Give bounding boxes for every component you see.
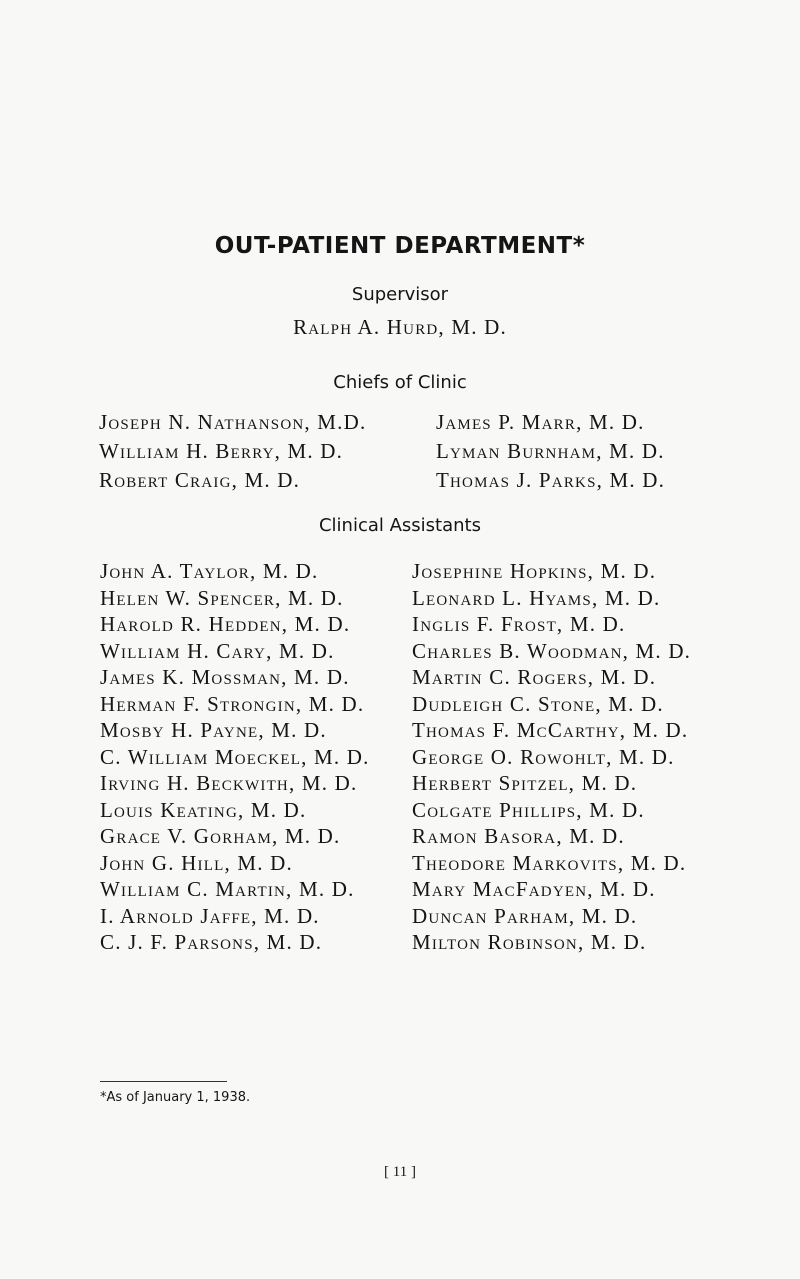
assistant-name: C. William Moeckel, M. D.: [100, 744, 370, 769]
assistants-left-column: [100, 558, 370, 956]
assistant-name: Colgate Phillips, M. D.: [412, 797, 645, 822]
chief-name: Robert Craig, M. D.: [99, 468, 301, 492]
assistant-name: Herman F. Strongin, M. D.: [100, 691, 365, 716]
assistant-name: Thomas F. McCarthy, M. D.: [412, 718, 689, 742]
chief-name: William H. Berry, M. D.: [99, 439, 344, 463]
assistant-name: Dudleigh C. Stone, M. D.: [412, 691, 664, 716]
chiefs-right-column: [436, 408, 665, 495]
assistant-name: Harold R. Hedden, M. D.: [100, 612, 351, 636]
assistant-name: Mosby H. Payne, M. D.: [100, 718, 327, 742]
assistant-name: Ramon Basora, M. D.: [412, 824, 625, 848]
assistant-name: Theodore Markovits, M. D.: [412, 850, 687, 875]
assistant-name: Herbert Spitzel, M. D.: [412, 771, 638, 795]
assistant-name: Martin C. Rogers, M. D.: [412, 665, 657, 689]
chief-name: Joseph N. Nathanson, M.D.: [99, 410, 367, 434]
assistant-name: Leonard L. Hyams, M. D.: [412, 585, 661, 610]
assistant-name: John A. Taylor, M. D.: [100, 559, 319, 583]
supervisor-name: Ralph A. Hurd, M. D.: [293, 315, 507, 339]
assistant-name: Milton Robinson, M. D.: [412, 930, 647, 954]
page-number: [ 11 ]: [384, 1164, 416, 1180]
assistant-name: George O. Rowohlt, M. D.: [412, 744, 675, 769]
assistant-name: Louis Keating, M. D.: [100, 797, 307, 822]
clinical-assistants-heading: Clinical Assistants: [318, 515, 481, 536]
page-title: OUT-PATIENT DEPARTMENT*: [214, 233, 586, 259]
chief-name: Lyman Burnham, M. D.: [436, 439, 665, 463]
assistant-name: Helen W. Spencer, M. D.: [100, 585, 344, 610]
assistant-name: Charles B. Woodman, M. D.: [412, 638, 692, 663]
assistant-name: I. Arnold Jaffe, M. D.: [100, 903, 320, 928]
footnote-divider: [100, 1081, 227, 1082]
assistant-name: Josephine Hopkins, M. D.: [412, 559, 657, 583]
assistant-name: Inglis F. Frost, M. D.: [412, 612, 626, 636]
assistant-name: Duncan Parham, M. D.: [412, 903, 638, 928]
chief-name: Thomas J. Parks, M. D.: [436, 468, 666, 492]
chief-name: James P. Marr, M. D.: [436, 410, 645, 434]
footnote: *As of January 1, 1938.: [100, 1090, 251, 1105]
supervisor-heading: Supervisor: [351, 284, 449, 305]
chiefs-left-column: [99, 408, 366, 495]
assistant-name: James K. Mossman, M. D.: [100, 665, 350, 689]
assistant-name: William H. Cary, M. D.: [100, 638, 335, 663]
assistant-name: Grace V. Gorham, M. D.: [100, 824, 341, 848]
assistant-name: William C. Martin, M. D.: [100, 877, 355, 901]
assistant-name: Mary MacFadyen, M. D.: [412, 877, 656, 901]
assistants-right-column: [412, 558, 691, 956]
assistant-name: C. J. F. Parsons, M. D.: [100, 930, 323, 954]
assistant-name: John G. Hill, M. D.: [100, 850, 293, 875]
assistant-name: Irving H. Beckwith, M. D.: [100, 771, 358, 795]
chiefs-of-clinic-heading: Chiefs of Clinic: [333, 372, 467, 393]
